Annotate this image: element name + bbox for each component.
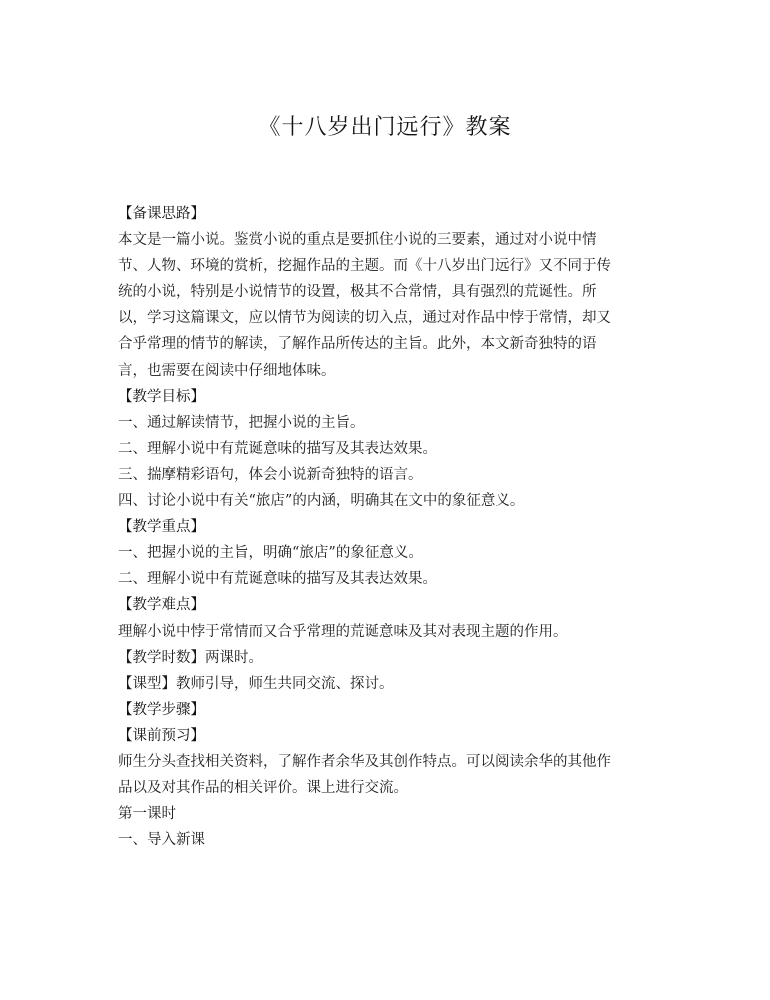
list-item: 一、导入新课 [118, 832, 205, 849]
paragraph-line: 言，也需要在阅读中仔细地体味。 [118, 362, 336, 379]
paragraph-line: 理解小说中悖于常情而又合乎常理的荒诞意味及其对表现主题的作用。 [118, 623, 568, 640]
section-heading-key-points: 【教学重点】 [118, 519, 205, 536]
list-item: 二、理解小说中有荒诞意味的描写及其表达效果。 [118, 571, 437, 588]
lesson-period-label: 第一课时 [118, 806, 176, 823]
list-item: 二、理解小说中有荒诞意味的描写及其表达效果。 [118, 440, 437, 457]
document-title: 《十八岁出门远行》教案 [258, 115, 512, 140]
section-heading-lesson-plan-idea: 【备课思路】 [118, 206, 205, 222]
paragraph-line: 合乎常理的情节的解读，了解作品所传达的主旨。此外，本文新奇独特的语 [118, 336, 597, 353]
document-body [118, 201, 658, 853]
paragraph-line: 节、人物、环境的赏析，挖掘作品的主题。而《十八岁出门远行》又不同于传 [118, 258, 611, 275]
list-item: 四、讨论小说中有关“旅店”的内涵，明确其在文中的象征意义。 [118, 493, 525, 510]
paragraph-line: 以，学习这篇课文，应以情节为阅读的切入点，通过对作品中悖于常情，却又 [118, 310, 611, 327]
section-heading-preview: 【课前预习】 [118, 727, 205, 744]
paragraph-line: 师生分头查找相关资料，了解作者余华及其创作特点。可以阅读余华的其他作 [118, 753, 611, 770]
section-teaching-hours: 【教学时数】两课时。 [118, 649, 263, 666]
section-heading-teaching-steps: 【教学步骤】 [118, 701, 205, 718]
paragraph-line: 统的小说，特别是小说情节的设置，极其不合常情，具有强烈的荒诞性。所 [118, 284, 597, 301]
list-item: 一、通过解读情节，把握小说的主旨。 [118, 414, 365, 431]
section-lesson-type: 【课型】教师引导，师生共同交流、探讨。 [118, 675, 394, 692]
section-heading-difficulties: 【教学难点】 [118, 597, 205, 614]
paragraph-line: 本文是一篇小说。鉴赏小说的重点是要抓住小说的三要素，通过对小说中情 [118, 232, 597, 249]
section-heading-teaching-goals: 【教学目标】 [118, 388, 205, 405]
list-item: 一、把握小说的主旨，明确“旅店”的象征意义。 [118, 545, 423, 562]
paragraph-line: 品以及对其作品的相关评价。课上进行交流。 [118, 780, 408, 797]
list-item: 三、揣摩精彩语句，体会小说新奇独特的语言。 [118, 466, 423, 483]
